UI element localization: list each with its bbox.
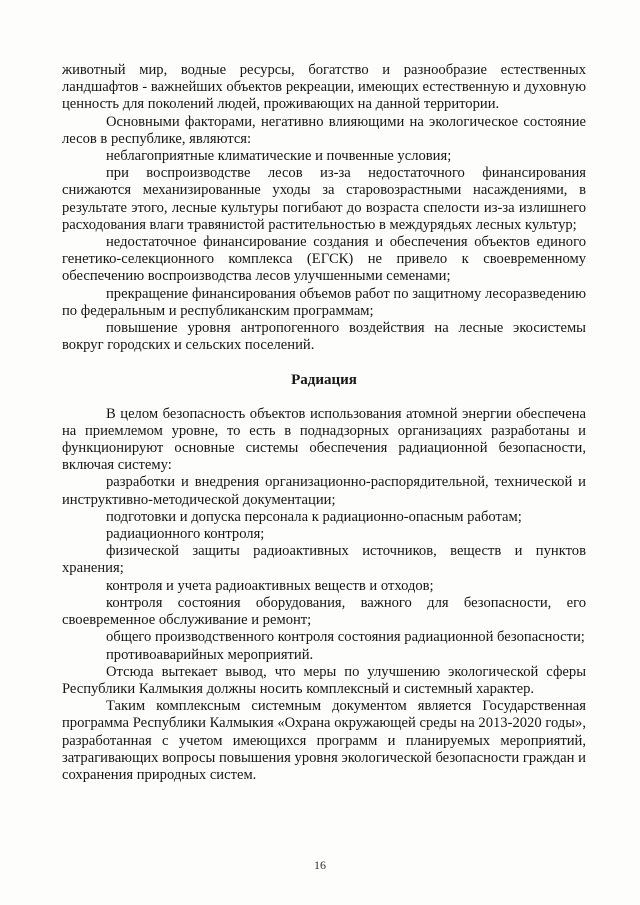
page-content: [62, 62, 586, 784]
list-item: недостаточное финансирование создания и обеспечения объектов единого генетико-селекционного комплекса (ЕГСК) не привело к своевременному обеспечению воспроизводства лесов улучшенными семенами;: [62, 234, 586, 285]
list-item: контроля состояния оборудования, важного для безопасности, его своевременное обслуживание и ремонт;: [62, 594, 586, 629]
list-item: неблагоприятные климатические и почвенные условия;: [106, 148, 452, 165]
list-item: контроля и учета радиоактивных веществ и отходов;: [106, 577, 434, 594]
list-item: повышение уровня антропогенного воздействия на лесные экосистемы вокруг городских и сельских поселений.: [62, 320, 586, 354]
paragraph: Основными факторами, негативно влияющими на экологическое состояние лесов в республике, являются:: [62, 113, 586, 147]
paragraph: В целом безопасность объектов использования атомной энергии обеспечена на приемлемом уровне, то есть в поднадзорных организациях разработаны и функционируют основные системы обеспечения радиационной безопасности, включая систему:: [62, 405, 586, 474]
section-heading: Радиация: [291, 372, 357, 389]
list-item: физической защиты радиоактивных источников, веществ и пунктов хранения;: [62, 543, 586, 577]
paragraph: Отсюда вытекает вывод, что меры по улучшению экологической сферы Республики Калмыкия должны носить комплексный и системный характер.: [62, 663, 586, 697]
paragraph: Таким комплексным системным документом является Государственная программа Республики Калмыкия «Охрана окружающей среды на 2013-2020 годы», разработанная с учетом имеющихся программ и планируемых мероприятий, затрагивающих вопросы повышения уровня экологической безопасности граждан и сохранения природных систем.: [62, 698, 586, 783]
list-item: при воспроизводстве лесов из-за недостаточного финансирования снижаются механизированные уходы за старовозрастными насаждениями, в результате этого, лесные культуры погибают до возраста спелости из-за излишнего расходования влаги травянистой растительностью в междурядьях лесных культур;: [62, 165, 586, 233]
page-number: 16: [314, 858, 326, 872]
list-item: подготовки и допуска персонала к радиационно-опасным работам;: [106, 508, 522, 525]
list-item: разработки и внедрения организационно-распорядительной, технической и инструктивно-методической документации;: [62, 474, 586, 508]
paragraph: животный мир, водные ресурсы, богатство и разнообразие естественных ландшафтов - важнейших объектов рекреации, имеющих естественную и духовную ценность для поколений людей, проживающих на данной территории.: [62, 62, 586, 113]
list-item: радиационного контроля;: [106, 526, 265, 543]
list-item: прекращение финансирования объемов работ по защитному лесоразведению по федеральным и республиканским программам;: [62, 285, 586, 319]
list-item: общего производственного контроля состояния радиационной безопасности;: [106, 629, 585, 646]
list-item: противоаварийных мероприятий.: [106, 646, 314, 663]
